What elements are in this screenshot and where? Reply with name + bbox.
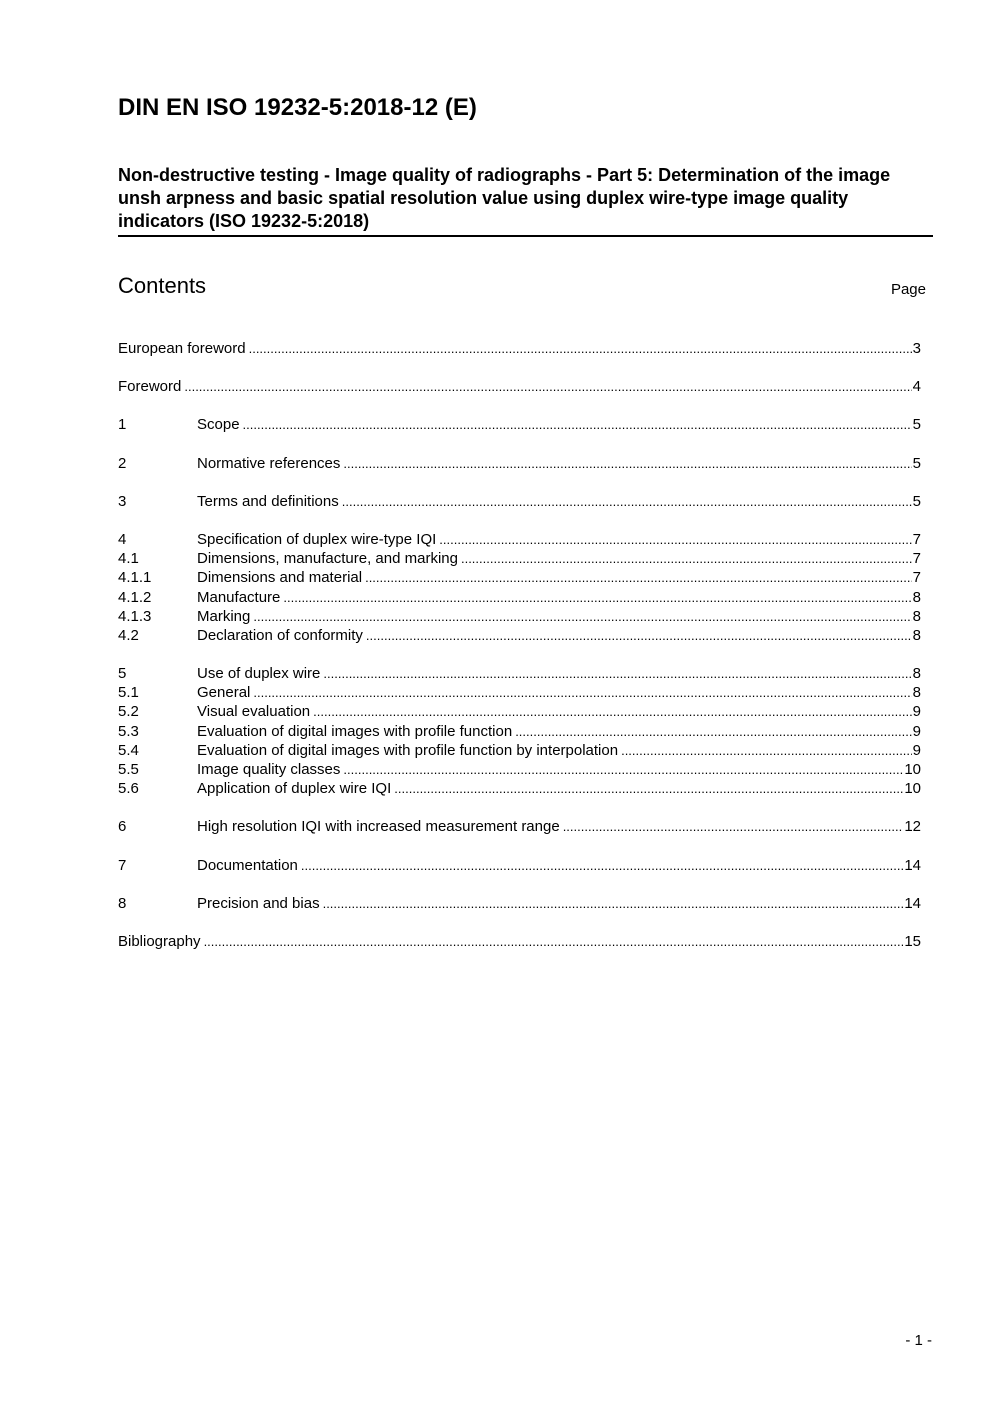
toc-entry-title: Bibliography — [118, 932, 201, 950]
toc-dot-leader — [204, 932, 904, 951]
toc-entry-title: Evaluation of digital images with profile function by interpolation — [197, 741, 619, 759]
toc-entry[interactable] — [118, 415, 921, 434]
toc-entry-number: 4.1.1 — [118, 569, 152, 587]
toc-dot-leader — [515, 722, 911, 741]
toc-entry-title: Terms and definitions — [197, 492, 339, 510]
toc-entry-number: 5.4 — [118, 741, 139, 759]
toc-dot-leader — [365, 568, 912, 587]
toc-entry-page: 8 — [912, 626, 921, 644]
toc-entry[interactable] — [118, 817, 921, 836]
toc-entry[interactable] — [118, 856, 921, 875]
toc-entry-number: 4 — [118, 530, 127, 548]
toc-dot-leader — [366, 626, 912, 645]
toc-entry[interactable] — [118, 530, 921, 549]
toc-entry[interactable] — [118, 377, 921, 396]
toc-entry[interactable] — [118, 760, 921, 779]
toc-entry-number: 4.1.2 — [118, 588, 152, 606]
toc-entry-number: 5.1 — [118, 684, 139, 702]
toc-entry[interactable] — [118, 549, 921, 568]
toc-entry[interactable] — [118, 702, 921, 721]
toc-entry-title: High resolution IQI with increased measurement range — [197, 818, 560, 836]
toc-entry-number: 5.6 — [118, 780, 139, 798]
toc-entry[interactable] — [118, 588, 921, 607]
toc-entry-number: 5 — [118, 665, 127, 683]
toc-entry-page: 3 — [912, 340, 921, 357]
toc-dot-leader — [343, 454, 911, 473]
toc-dot-leader — [343, 760, 903, 779]
toc-dot-leader — [621, 741, 912, 760]
toc-entry-page: 4 — [912, 378, 921, 396]
toc-entry-title: General — [197, 684, 251, 702]
toc-entry-number: 5.2 — [118, 703, 139, 721]
toc-entry-number: 5.5 — [118, 761, 139, 778]
toc-entry-page: 9 — [912, 741, 921, 759]
toc-dot-leader — [283, 588, 911, 607]
contents-heading: Contents — [118, 273, 207, 298]
toc-entry[interactable] — [118, 722, 921, 741]
toc-dot-leader — [184, 377, 911, 396]
toc-dot-leader — [249, 339, 912, 358]
toc-entry-title: Documentation — [197, 856, 298, 874]
toc-entry-number: 4.1 — [118, 550, 139, 568]
toc-entry[interactable] — [118, 454, 921, 473]
toc-dot-leader — [461, 549, 912, 568]
toc-entry-title: Dimensions, manufacture, and marking — [197, 550, 458, 568]
toc-entry-page: 15 — [904, 932, 921, 950]
toc-entry-title: Precision and bias — [197, 894, 320, 912]
toc-entry-page: 7 — [912, 530, 921, 548]
toc-entry-title: Application of duplex wire IQI — [197, 780, 392, 798]
toc-dot-leader — [342, 492, 912, 511]
toc-entry-page: 5 — [912, 454, 921, 472]
toc-entry-title: Foreword — [118, 378, 182, 396]
toc-entry[interactable] — [118, 626, 921, 645]
toc-dot-leader — [243, 415, 912, 434]
document-title: DIN EN ISO 19232-5:2018-12 (E) — [118, 94, 477, 121]
toc-entry-number: 1 — [118, 416, 127, 434]
toc-dot-leader — [253, 683, 911, 702]
page-column-label: Page — [890, 281, 926, 298]
toc-entry-title: Manufacture — [197, 588, 281, 606]
toc-entry-number: 8 — [118, 894, 127, 912]
toc-entry-title: Image quality classes — [197, 761, 341, 778]
toc-dot-leader — [323, 664, 911, 683]
toc-dot-leader — [439, 530, 911, 549]
toc-entry-number: 2 — [118, 454, 127, 472]
page-number-footer: - 1 - — [905, 1332, 932, 1349]
toc-entry-title: Visual evaluation — [197, 703, 311, 721]
toc-entry-number: 4.1.3 — [118, 607, 152, 625]
toc-entry-number: 3 — [118, 492, 127, 510]
toc-entry-title: Dimensions and material — [197, 569, 363, 587]
toc-entry-page: 14 — [904, 856, 921, 874]
toc-entry-page: 8 — [912, 665, 921, 683]
toc-entry-title: Evaluation of digital images with profile function — [197, 722, 513, 740]
toc-entry-page: 7 — [912, 550, 921, 568]
toc-entry-title: European foreword — [118, 340, 246, 357]
toc-entry-page: 7 — [912, 569, 921, 587]
table-of-contents — [118, 339, 921, 951]
toc-entry-title: Use of duplex wire — [197, 665, 321, 683]
toc-entry-number: 5.3 — [118, 722, 139, 740]
toc-entry-number: 6 — [118, 818, 127, 836]
toc-entry[interactable] — [118, 607, 921, 626]
toc-entry-page: 9 — [912, 703, 921, 721]
toc-dot-leader — [394, 779, 903, 798]
toc-entry-page: 5 — [912, 492, 921, 510]
toc-entry[interactable] — [118, 741, 921, 760]
toc-entry[interactable] — [118, 664, 921, 683]
toc-entry[interactable] — [118, 683, 921, 702]
toc-entry-page: 10 — [904, 780, 921, 798]
toc-entry-page: 9 — [912, 722, 921, 740]
toc-entry[interactable] — [118, 932, 921, 951]
toc-entry-page: 8 — [912, 588, 921, 606]
toc-entry-page: 12 — [904, 818, 921, 836]
toc-dot-leader — [313, 702, 912, 721]
toc-entry[interactable] — [118, 894, 921, 913]
toc-entry-page: 10 — [904, 761, 921, 778]
toc-entry-number: 7 — [118, 856, 127, 874]
toc-entry-title: Declaration of conformity — [197, 626, 363, 644]
toc-entry-page: 8 — [912, 684, 921, 702]
toc-entry-page: 8 — [912, 607, 921, 625]
toc-dot-leader — [301, 856, 903, 875]
toc-entry-title: Normative references — [197, 454, 341, 472]
toc-dot-leader — [563, 817, 904, 836]
toc-entry[interactable] — [118, 779, 921, 798]
toc-entry-page: 5 — [912, 416, 921, 434]
toc-entry[interactable] — [118, 492, 921, 511]
toc-entry-page: 14 — [904, 894, 921, 912]
toc-entry[interactable] — [118, 568, 921, 587]
toc-dot-leader — [253, 607, 911, 626]
toc-entry-title: Marking — [197, 607, 251, 625]
document-subtitle: Non-destructive testing - Image quality of radiographs - Part 5: Determination of the image unsh arpness and basic spatial resolution value using duplex wire-type image quality indicators (ISO 19232-5:2018) — [118, 164, 933, 237]
toc-entry-number: 4.2 — [118, 626, 139, 644]
toc-entry-title: Specification of duplex wire-type IQI — [197, 530, 437, 548]
toc-dot-leader — [323, 894, 904, 913]
toc-entry[interactable] — [118, 339, 921, 358]
toc-entry-title: Scope — [197, 416, 240, 434]
